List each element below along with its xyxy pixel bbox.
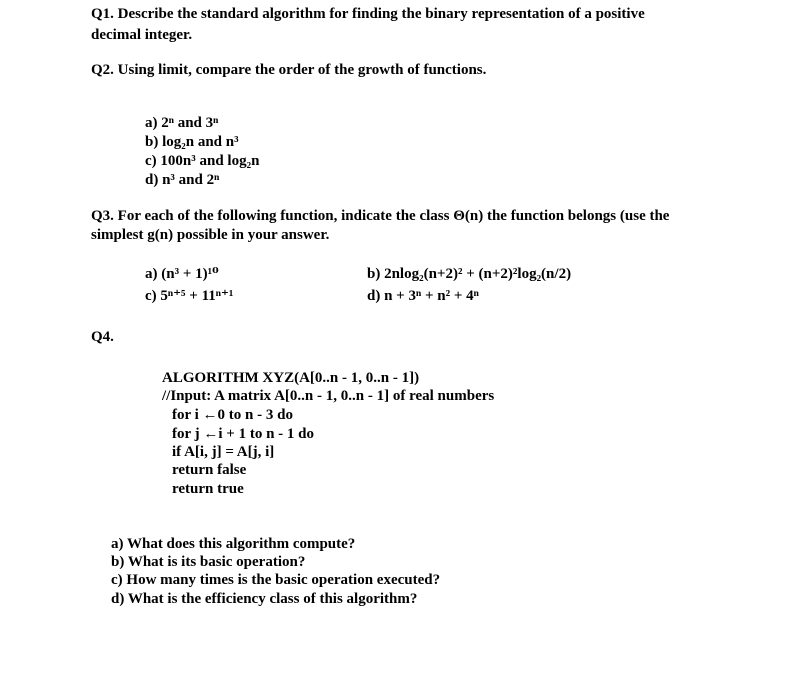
q2-item-c: c) 100n³ and log₂n: [145, 153, 260, 169]
algorithm-line: return false: [172, 462, 247, 478]
q1-line1: Q1. Describe the standard algorithm for finding the binary representation of a positive: [91, 6, 645, 22]
q4-title: Q4.: [91, 329, 114, 345]
q2-item-a: a) 2ⁿ and 3ⁿ: [145, 115, 219, 131]
algorithm-line: for i ←0 to n - 3 do: [172, 407, 293, 423]
algorithm-line: for j ←i + 1 to n - 1 do: [172, 426, 315, 442]
q4-question-b: b) What is its basic operation?: [111, 554, 306, 570]
q2-item-b: b) log₂n and n³: [145, 134, 239, 150]
q2-item-d: d) n³ and 2ⁿ: [145, 172, 220, 188]
algorithm-header: ALGORITHM XYZ(A[0..n - 1, 0..n - 1]): [162, 370, 420, 386]
q1-line2: decimal integer.: [91, 27, 193, 43]
q4-question-d: d) What is the efficiency class of this algorithm?: [111, 591, 418, 607]
q3-line2: simplest g(n) possible in your answer.: [91, 227, 330, 243]
q4-question-a: a) What does this algorithm compute?: [111, 536, 356, 552]
q4-question-c: c) How many times is the basic operation executed?: [111, 572, 441, 588]
algorithm-input: //Input: A matrix A[0..n - 1, 0..n - 1] of real numbers: [162, 388, 495, 404]
algorithm-line: if A[i, j] = A[j, i]: [172, 444, 275, 460]
q3-item-d: d) n + 3ⁿ + n² + 4ⁿ: [367, 288, 479, 304]
q3-line1: Q3. For each of the following function, indicate the class Θ(n) the function belongs (use the: [91, 208, 670, 224]
q3-item-c: c) 5ⁿ⁺⁵ + 11ⁿ⁺¹: [145, 288, 234, 304]
q3-item-a: a) (n³ + 1)¹⁰: [145, 266, 219, 282]
q2-title: Q2. Using limit, compare the order of the growth of functions.: [91, 62, 487, 78]
algorithm-line: return true: [172, 481, 244, 497]
q3-item-b: b) 2nlog₂(n+2)² + (n+2)²log₂(n/2): [367, 266, 572, 282]
